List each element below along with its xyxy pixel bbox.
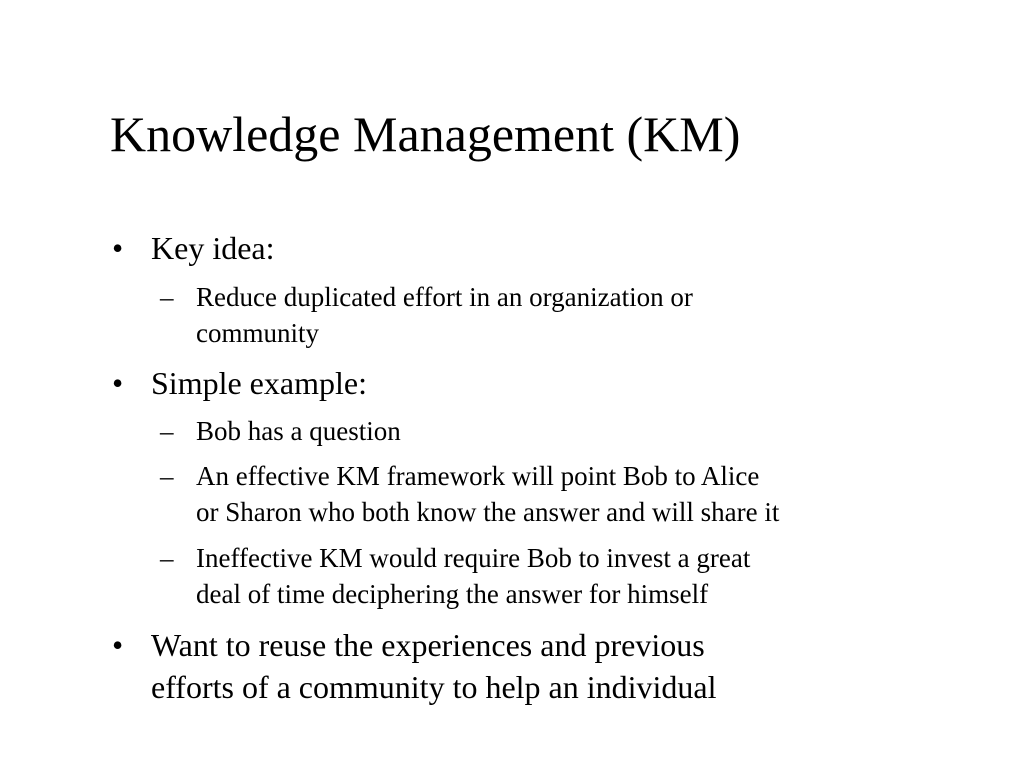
subitem-text-line-1: Reduce duplicated effort in an organization or [196,282,693,312]
bullet-marker: • [112,627,124,663]
subitem-text-line-2: or Sharon who both know the answer and will share it [196,497,780,527]
subitem-text-line-1: Bob has a question [196,416,401,446]
subitem-text-line-2: community [196,318,319,348]
subitem-marker: – [160,416,174,446]
subitem-marker: – [160,282,174,312]
bullet-text-line-2: efforts of a community to help an individual [151,669,717,705]
subitem-marker: – [160,543,174,573]
bullet-text: Simple example: [151,365,367,401]
bullet-text: Key idea: [151,230,275,266]
bullet-marker: • [112,365,124,401]
subitem-text-line-1: An effective KM framework will point Bob to Alice [196,461,760,491]
subitem-text-line-2: deal of time deciphering the answer for himself [196,579,709,609]
subitem-marker: – [160,461,174,491]
bullet-text-line-1: Want to reuse the experiences and previous [151,627,705,663]
subitem-text-line-1: Ineffective KM would require Bob to invest a great [196,543,751,573]
bullet-marker: • [112,230,124,266]
slide-title: Knowledge Management (KM) [110,106,741,162]
